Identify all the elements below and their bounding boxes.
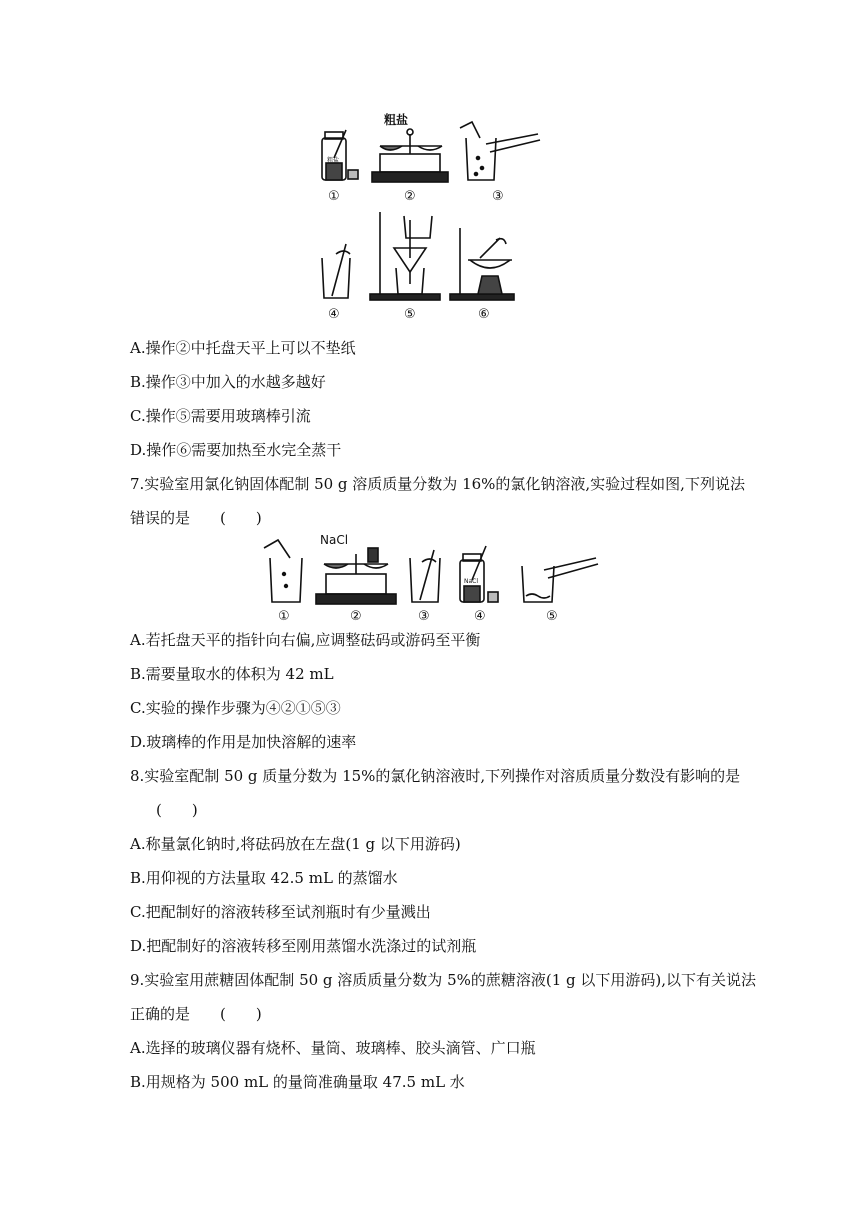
q9-option-a: A.选择的玻璃仪器有烧杯、量筒、玻璃棒、胶头滴管、广口瓶: [130, 1039, 536, 1057]
q7-option-b: B.需要量取水的体积为 42 mL: [130, 665, 334, 683]
q8-option-d: D.把配制好的溶液转移至刚用蒸馏水洗涤过的试剂瓶: [130, 937, 477, 955]
figure-solution-preparation: [256, 530, 606, 626]
figure-salt-purification: [310, 108, 550, 323]
step-label-4: ④: [474, 609, 486, 624]
q8-option-c: C.把配制好的溶液转移至试剂瓶时有少量溅出: [130, 903, 431, 921]
q8-stem-line2: ( ): [156, 801, 198, 819]
q6-option-d: D.操作⑥需要加热至水完全蒸干: [130, 441, 342, 459]
q9-option-b: B.用规格为 500 mL 的量筒准确量取 47.5 mL 水: [130, 1073, 465, 1091]
step-label-1: ①: [328, 189, 340, 204]
q8-option-a: A.称量氯化钠时,将砝码放在左盘(1 g 以下用游码): [130, 835, 461, 853]
step-label-5: ⑤: [404, 307, 416, 322]
step-label-2: ②: [404, 189, 416, 204]
q7-stem-line1: 7.实验室用氯化钠固体配制 50 g 溶质质量分数为 16%的氯化钠溶液,实验过程如图,下列说法: [130, 475, 745, 493]
q7-option-c: C.实验的操作步骤为④②①⑤③: [130, 699, 341, 717]
pouring-water-diagram: [522, 558, 598, 602]
q9-stem-line1: 9.实验室用蔗糖固体配制 50 g 溶质质量分数为 5%的蔗糖溶液(1 g 以下用游码),以下有关说法: [130, 971, 757, 989]
filtration-diagram: [370, 212, 440, 300]
balance-top-label: NaCl: [320, 533, 349, 547]
q7-option-d: D.玻璃棒的作用是加快溶解的速率: [130, 733, 357, 751]
balance-diagram: [372, 129, 448, 182]
q6-option-b: B.操作③中加入的水越多越好: [130, 373, 326, 391]
balance-top-label: 粗盐: [384, 113, 409, 127]
evaporation-diagram: [450, 228, 514, 300]
jar-label: 粗盐: [327, 157, 340, 164]
dissolving-diagram: [460, 122, 540, 180]
stirring-diagram: [410, 550, 440, 602]
q9-stem-line2: 正确的是 ( ): [130, 1005, 262, 1023]
q8-option-b: B.用仰视的方法量取 42.5 mL 的蒸馏水: [130, 869, 398, 887]
q6-option-a: A.操作②中托盘天平上可以不垫纸: [130, 339, 356, 357]
step-label-1: ①: [278, 609, 290, 624]
step-label-2: ②: [350, 609, 362, 624]
balance-diagram: [316, 548, 396, 604]
q7-stem-line2: 错误的是 ( ): [130, 509, 262, 527]
q6-option-c: C.操作⑤需要用玻璃棒引流: [130, 407, 311, 425]
step-label-3: ③: [418, 609, 430, 624]
q7-option-a: A.若托盘天平的指针向右偏,应调整砝码或游码至平衡: [130, 631, 481, 649]
jar-label: NaCl: [464, 578, 479, 585]
step-label-6: ⑥: [478, 307, 490, 322]
reagent-jar-diagram: [460, 546, 498, 602]
step-label-4: ④: [328, 307, 340, 322]
stirring-diagram: [322, 244, 350, 298]
step-label-5: ⑤: [546, 609, 558, 624]
reagent-jar-diagram: [322, 130, 358, 180]
step-label-3: ③: [492, 189, 504, 204]
q8-stem-line1: 8.实验室配制 50 g 质量分数为 15%的氯化钠溶液时,下列操作对溶质质量分数没有影响的是: [130, 767, 741, 785]
pouring-solid-diagram: [264, 540, 302, 602]
